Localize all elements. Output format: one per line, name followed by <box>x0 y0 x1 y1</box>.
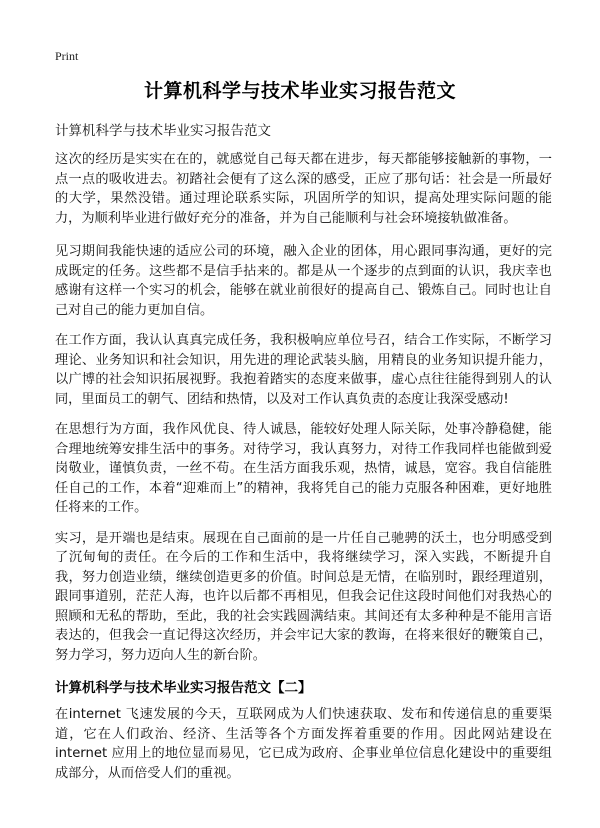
paragraph-5: 实习，是开端也是结束。展现在自己面前的是一片任自己驰骋的沃土，也分明感受到了沉甸甸的责任。在今后的工作和生活中，我将继续学习，深入实践，不断提升自我，努力创造业绩，继续创造更多的价值。时间总是无情，在临别时，跟经理道别，跟同事道别，茫茫人海，也许以后都不再相见，但我会记住这段时间他们对我热心的照顾和无私的帮助，至此，我的社会实践圆满结束。其间还有太多种种是不能用言语表达的，但我会一直记得这次经历，并会牢记大家的教诲，在将来很好的鞭策自己，努力学习，努力迈向人生的新台阶。 <box>55 530 552 663</box>
article-body <box>55 150 552 794</box>
section-heading: 计算机科学与技术毕业实习报告范文【二】 <box>55 680 312 696</box>
print-link[interactable]: Print <box>55 49 79 63</box>
paragraph-4: 在思想行为方面，我作风优良、待人诚恳，能较好处理人际关际，处事冷静稳健，能合理地统筹安排生活中的事务。对待学习，我认真努力，对待工作我同样也能做到爱岗敬业，谨慎负责，一丝不苟。在生活方面我乐观，热情，诚恳，宽容。我自信能胜任自己的工作，本着“迎难而上”的精神，我将凭自己的能力克服各种困难，更好地胜任将来的工作。 <box>55 422 552 515</box>
paragraph-1: 这次的经历是实实在在的，就感觉自己每天都在进步，每天都能够接触新的事物，一点一点的吸收进去。初踏社会便有了这么深的感受，正应了那句话：社会是一所最好的大学，果然没错。通过理论联系实际，巩固所学的知识，提高处理实际问题的能力，为顺利毕业进行做好充分的准备，并为自己能顺利与社会环境接轨做准备。 <box>55 152 552 226</box>
article-subtitle: 计算机科学与技术毕业实习报告范文 <box>55 123 271 139</box>
paragraph-3: 在工作方面，我认认真真完成任务，我积极响应单位号召，结合工作实际，不断学习理论、业务知识和社会知识，用先进的理论武装头脑，用精良的业务知识提升能力，以广博的社会知识拓展视野。我抱着踏实的态度来做事，虚心点往往能得到别人的认同，里面员工的朝气、团结和热情，以及对工作认真负责的态度让我深受感动! <box>55 333 552 407</box>
page-title: 计算机科学与技术毕业实习报告范文 <box>143 80 456 102</box>
section-paragraph: 在internet 飞速发展的今天，互联网成为人们快速获取、发布和传递信息的重要渠道，它在人们政治、经济、生活等各个方面发挥着重要的作用。因此网站建设在internet 应用上的地位显而易见，它已成为政府、企事业单位信息化建设中的重要组成部分，从而倍受人们的重视。 <box>55 707 552 781</box>
paragraph-2: 见习期间我能快速的适应公司的环境，融入企业的团体，用心跟同事沟通，更好的完成既定的任务。这些都不是信手拈来的。都是从一个逐步的点到面的认识，我庆幸也感谢有这样一个实习的机会，能够在就业前很好的提高自己、锻炼自己。同时也让自己对自己的能力更加自信。 <box>55 244 552 318</box>
